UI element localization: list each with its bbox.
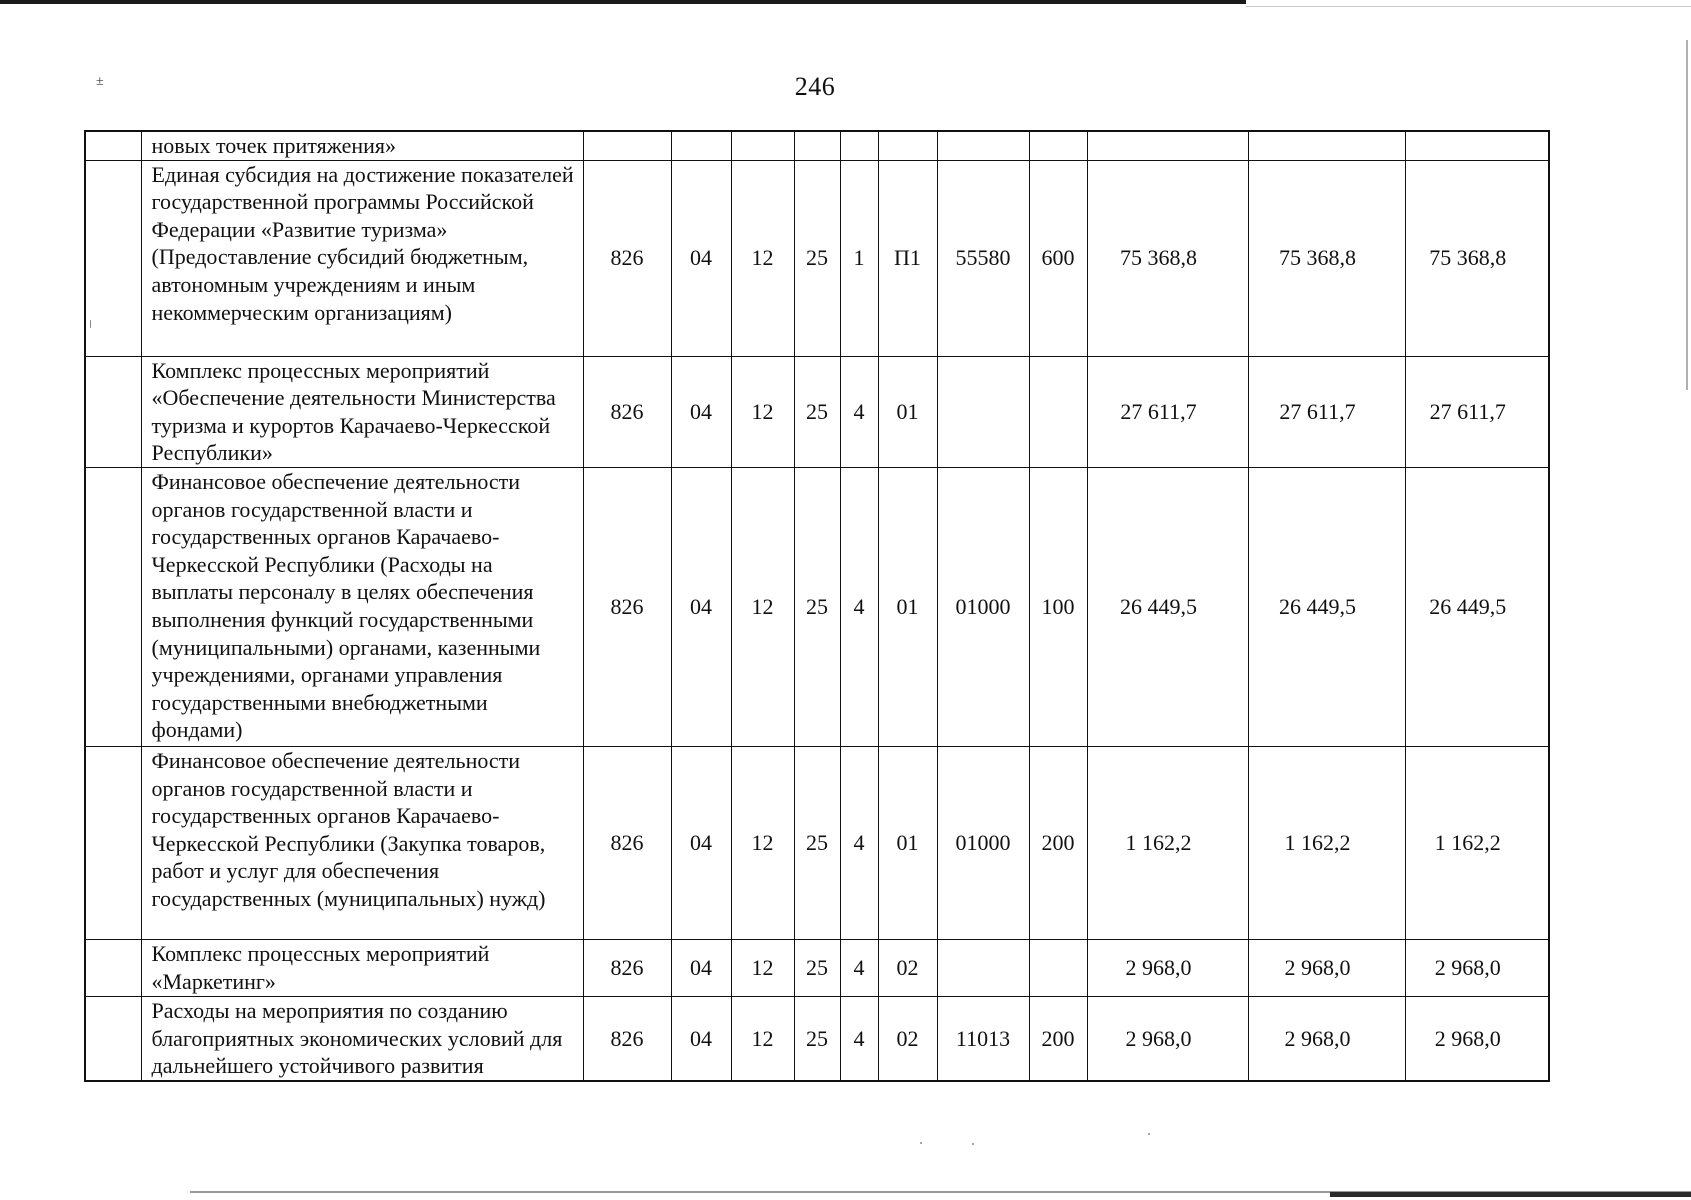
amount-cell: 1 162,2 (1405, 746, 1549, 939)
row-name-cell: Комплекс процессных мероприятий «Обеспечение деятельности Министерства туризма и курортов Карачаево-Черкесской Республики» (141, 356, 583, 467)
code-cell (671, 131, 731, 160)
code-cell: 200 (1029, 996, 1087, 1080)
table-row (85, 467, 1549, 746)
code-cell: П1 (878, 160, 937, 356)
amount-cell: 27 611,7 (1248, 356, 1405, 467)
amount-cell: 75 368,8 (1248, 160, 1405, 356)
code-cell (937, 131, 1029, 160)
amount-cell: 26 449,5 (1087, 467, 1248, 746)
code-cell: 04 (671, 996, 731, 1080)
amount-cell: 75 368,8 (1087, 160, 1248, 356)
code-cell: 25 (794, 356, 840, 467)
code-cell: 01000 (937, 746, 1029, 939)
row-index-cell (85, 356, 141, 467)
amount-cell: 1 162,2 (1248, 746, 1405, 939)
amount-cell: 2 968,0 (1087, 996, 1248, 1080)
code-cell: 826 (583, 746, 671, 939)
code-cell (583, 131, 671, 160)
code-cell: 4 (840, 356, 878, 467)
code-cell: 25 (794, 996, 840, 1080)
code-cell: 01 (878, 356, 937, 467)
scan-right-edge (1686, 40, 1688, 390)
row-index-cell (85, 746, 141, 939)
table-row (85, 939, 1549, 996)
row-name-cell: Финансовое обеспечение деятельности органов государственной власти и государственных органов Карачаево-Черкесской Республики (Закупка товаров, работ и услуг для обеспечения государственных (муниципальных) нужд) (141, 746, 583, 939)
code-cell: 4 (840, 746, 878, 939)
code-cell: 12 (731, 467, 794, 746)
amount-cell: 2 968,0 (1248, 939, 1405, 996)
code-cell: 12 (731, 160, 794, 356)
code-cell: 4 (840, 467, 878, 746)
code-cell (878, 131, 937, 160)
row-name-cell: Комплекс процессных мероприятий «Маркетинг» (141, 939, 583, 996)
code-cell: 04 (671, 356, 731, 467)
code-cell: 100 (1029, 467, 1087, 746)
row-index-cell (85, 939, 141, 996)
code-cell: 12 (731, 939, 794, 996)
amount-cell: 2 968,0 (1248, 996, 1405, 1080)
scan-speck (1148, 1133, 1150, 1135)
code-cell (1029, 356, 1087, 467)
scan-speck (972, 1143, 974, 1145)
code-cell (794, 131, 840, 160)
code-cell: 25 (794, 939, 840, 996)
code-cell: 200 (1029, 746, 1087, 939)
row-name-cell: Финансовое обеспечение деятельности органов государственной власти и государственных органов Карачаево-Черкесской Республики (Расходы на выплаты персоналу в целях обеспечения выполнения функций государственными (муниципальными) органами, казенными учреждениями, органами управления государственными внебюджетными фондами) (141, 467, 583, 746)
code-cell: 12 (731, 356, 794, 467)
code-cell: 02 (878, 996, 937, 1080)
code-cell (1029, 939, 1087, 996)
table-row (85, 356, 1549, 467)
code-cell: 04 (671, 160, 731, 356)
code-cell: 1 (840, 160, 878, 356)
code-cell: 826 (583, 467, 671, 746)
code-cell: 25 (794, 467, 840, 746)
page-number: 246 (794, 72, 836, 101)
scan-bottom-border-dark (1330, 1192, 1691, 1197)
table-row (85, 746, 1549, 939)
scan-top-border-faint (1246, 6, 1691, 7)
code-cell: 02 (878, 939, 937, 996)
row-index-cell (85, 467, 141, 746)
code-cell: 04 (671, 467, 731, 746)
code-cell: 11013 (937, 996, 1029, 1080)
table-row (85, 131, 1549, 160)
code-cell: 25 (794, 746, 840, 939)
budget-table (84, 130, 1550, 1082)
margin-mark: ± (96, 74, 104, 89)
code-cell: 12 (731, 746, 794, 939)
amount-cell: 26 449,5 (1248, 467, 1405, 746)
code-cell: 55580 (937, 160, 1029, 356)
scan-speck (920, 1142, 922, 1144)
row-index-cell (85, 996, 141, 1080)
code-cell (840, 131, 878, 160)
row-index-cell (85, 160, 141, 356)
code-cell (731, 131, 794, 160)
table-row (85, 996, 1549, 1080)
code-cell: 826 (583, 160, 671, 356)
code-cell: 12 (731, 996, 794, 1080)
row-name-cell: Расходы на мероприятия по созданию благоприятных экономических условий для дальнейшего устойчивого развития (141, 996, 583, 1080)
code-cell: 01 (878, 746, 937, 939)
code-cell: 826 (583, 939, 671, 996)
amount-cell: 2 968,0 (1405, 939, 1549, 996)
code-cell (937, 939, 1029, 996)
code-cell (1029, 131, 1087, 160)
code-cell: 25 (794, 160, 840, 356)
code-cell: 826 (583, 996, 671, 1080)
code-cell: 01 (878, 467, 937, 746)
row-name-cell: новых точек притяжения» (141, 131, 583, 160)
amount-cell: 27 611,7 (1087, 356, 1248, 467)
scan-top-border (0, 0, 1246, 4)
amount-cell: 1 162,2 (1087, 746, 1248, 939)
table-row (85, 160, 1549, 356)
code-cell: 04 (671, 939, 731, 996)
amount-cell: 2 968,0 (1405, 996, 1549, 1080)
amount-cell (1087, 131, 1248, 160)
amount-cell: 26 449,5 (1405, 467, 1549, 746)
amount-cell (1405, 131, 1549, 160)
code-cell: 4 (840, 939, 878, 996)
code-cell: 4 (840, 996, 878, 1080)
row-name-cell: Единая субсидия на достижение показателей государственной программы Российской Федерации «Развитие туризма» (Предоставление субсидий бюджетным, автономным учреждениям и иным некоммерческим организациям) (141, 160, 583, 356)
amount-cell: 2 968,0 (1087, 939, 1248, 996)
amount-cell (1248, 131, 1405, 160)
amount-cell: 75 368,8 (1405, 160, 1549, 356)
code-cell: 04 (671, 746, 731, 939)
row-index-cell (85, 131, 141, 160)
code-cell: 600 (1029, 160, 1087, 356)
code-cell: 01000 (937, 467, 1029, 746)
code-cell: 826 (583, 356, 671, 467)
amount-cell: 27 611,7 (1405, 356, 1549, 467)
code-cell (937, 356, 1029, 467)
